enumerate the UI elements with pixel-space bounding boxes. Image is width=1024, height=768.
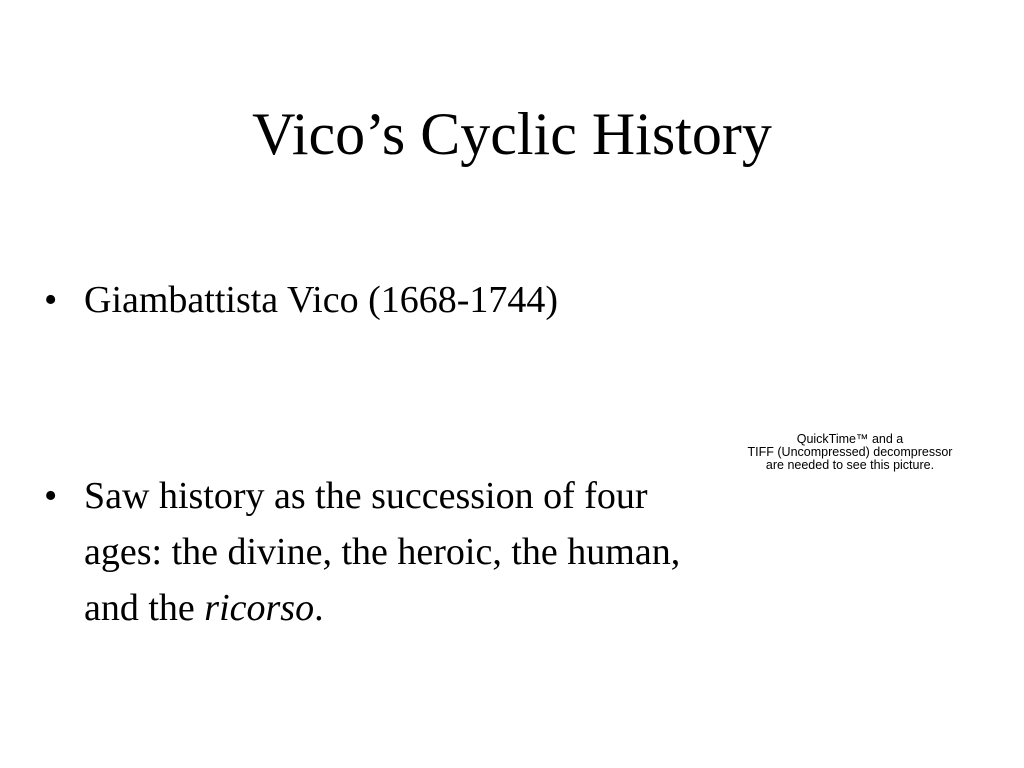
bullet-item-four-ages bbox=[44, 468, 684, 636]
placeholder-line-1: QuickTime™ and a bbox=[796, 432, 904, 446]
bullet-text-end: . bbox=[314, 587, 324, 629]
bullet-text bbox=[84, 468, 684, 636]
bullet-icon: • bbox=[44, 279, 58, 321]
bullet-text: Giambattista Vico (1668-1744) bbox=[84, 279, 559, 321]
bullet-text-emphasis: ricorso bbox=[204, 587, 315, 629]
bullet-text-main: Saw history as the succession of four ages: the divine, the heroic, the human, and the bbox=[84, 475, 681, 629]
bullet-icon: • bbox=[44, 475, 58, 517]
placeholder-line-2: TIFF (Uncompressed) decompressor bbox=[747, 445, 953, 459]
placeholder-line-3: are needed to see this picture. bbox=[765, 458, 935, 472]
bullet-item-lifespan bbox=[44, 272, 684, 328]
missing-picture-placeholder bbox=[720, 433, 980, 472]
slide-title: Vico’s Cyclic History bbox=[252, 101, 772, 167]
